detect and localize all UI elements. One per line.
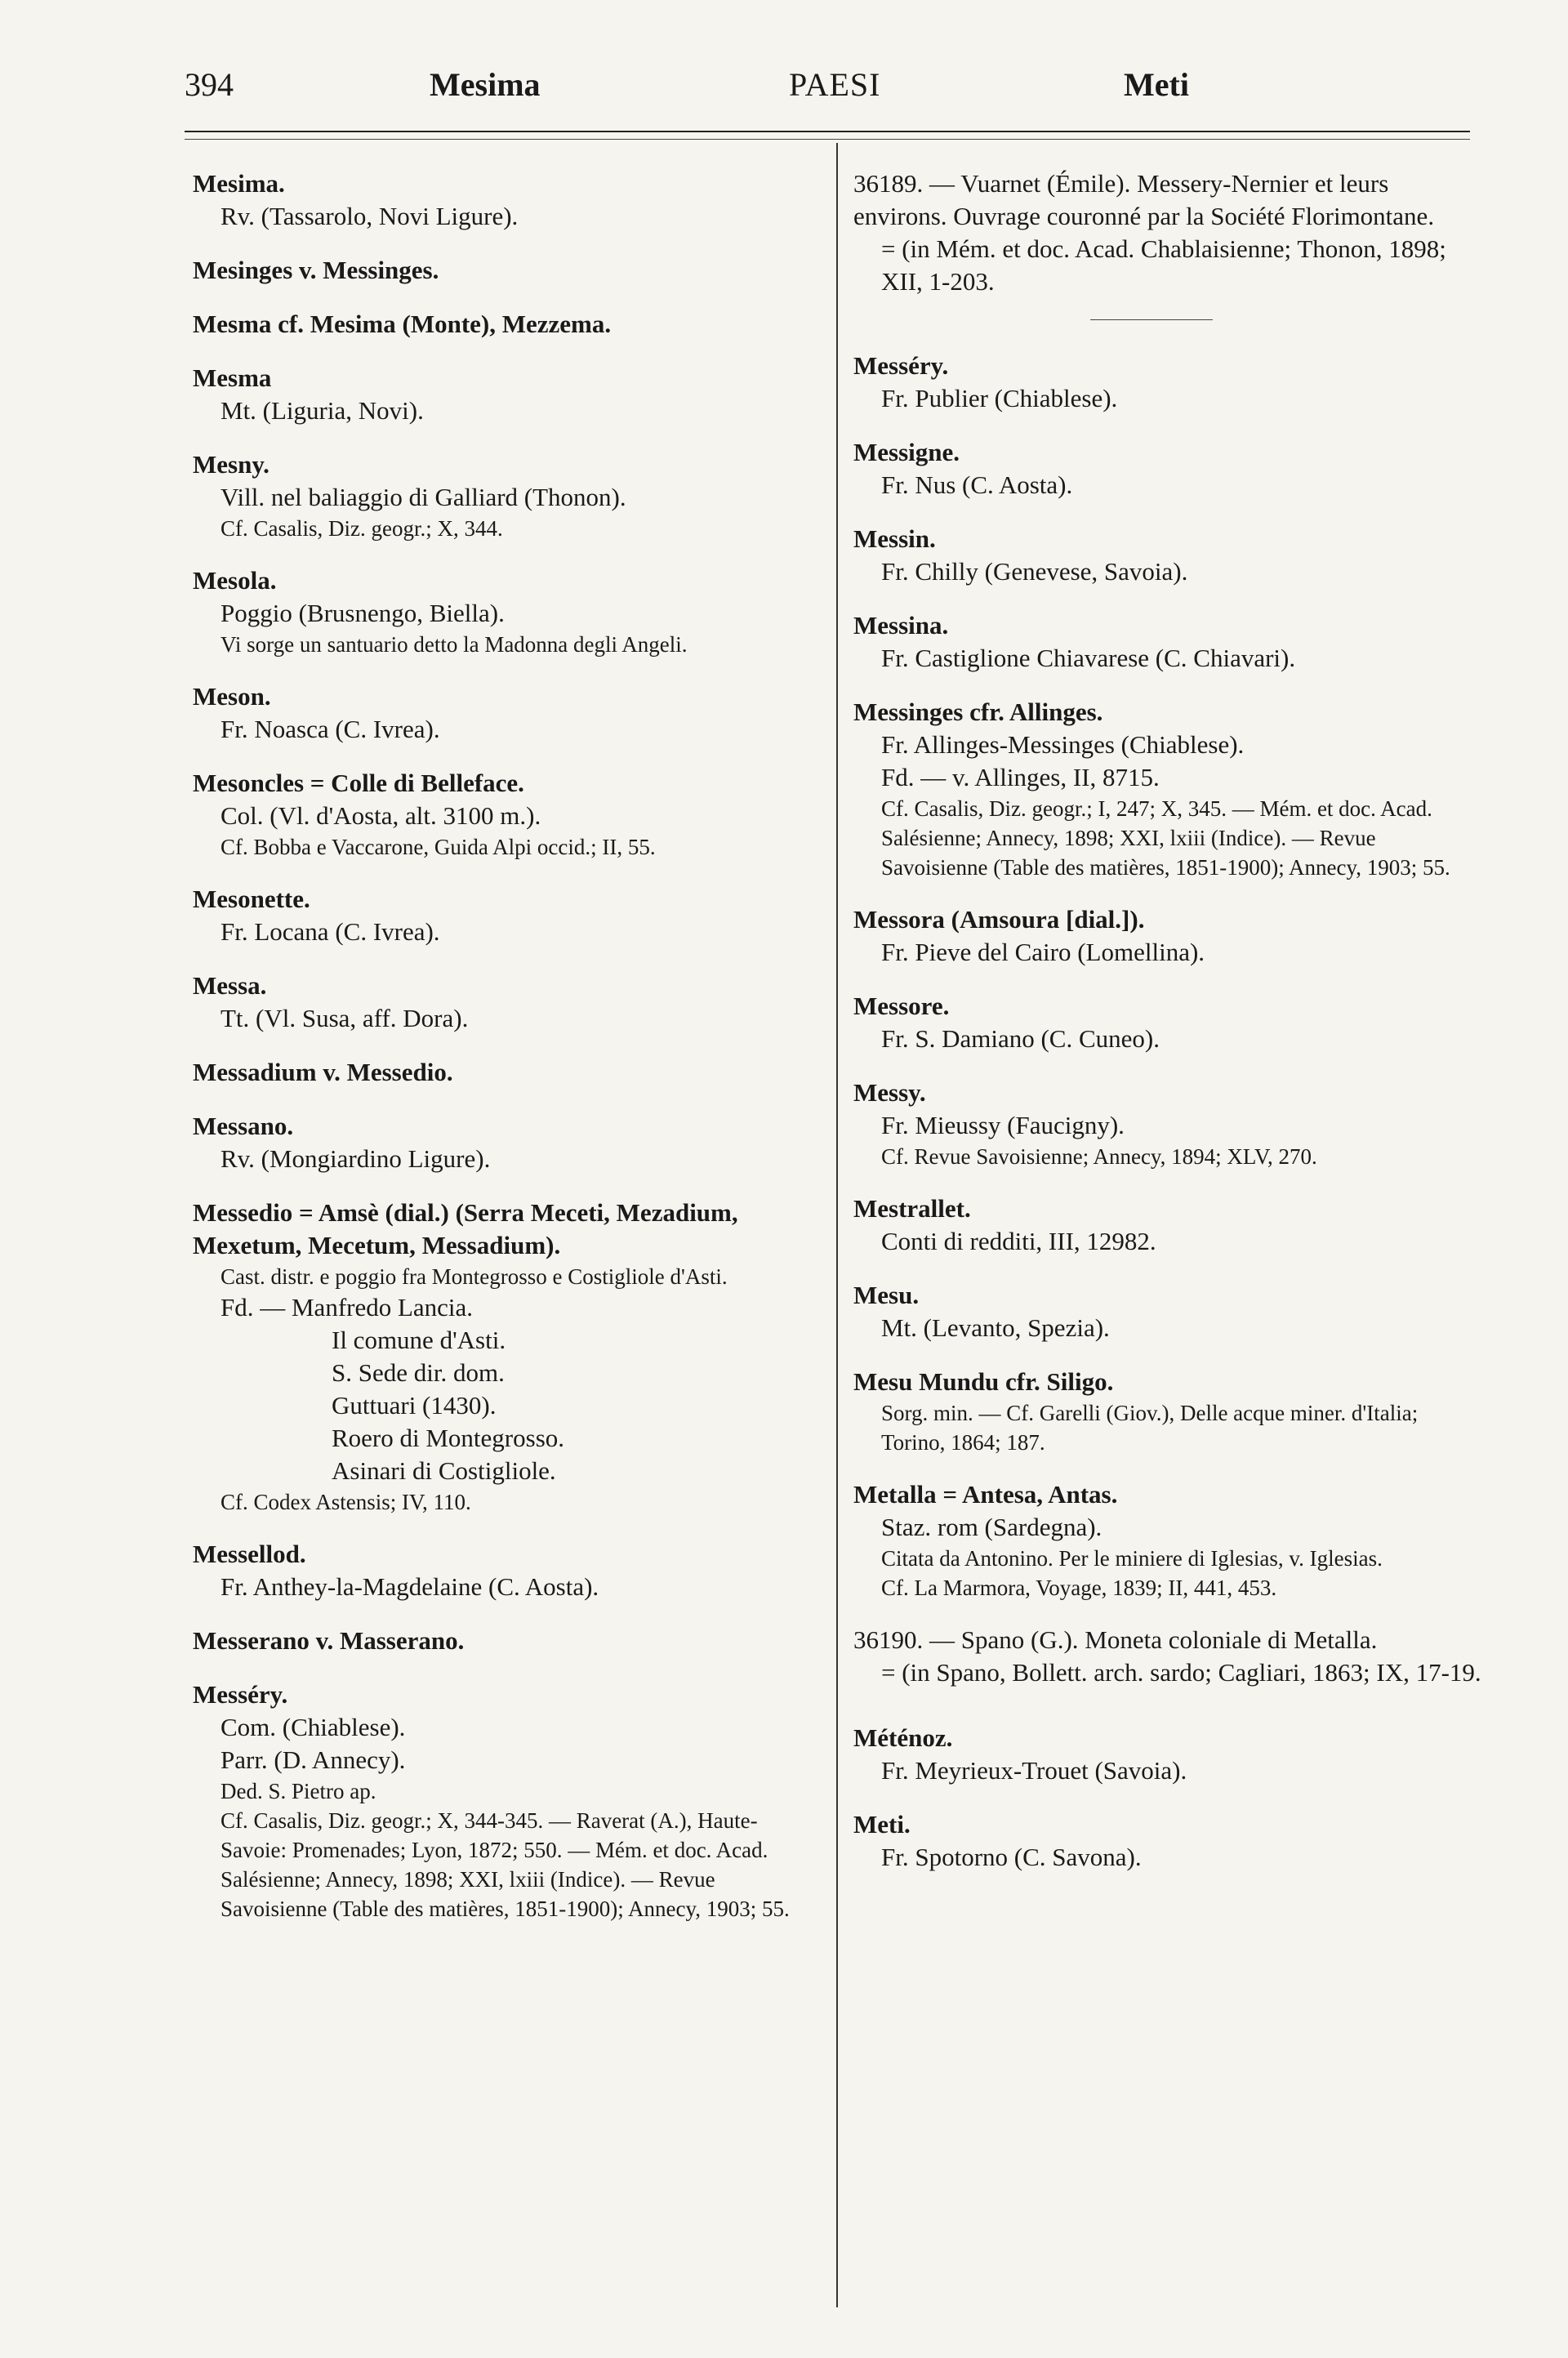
- entry: [193, 1678, 822, 1923]
- entry: [193, 308, 822, 341]
- entry-line: Rv. (Mongiardino Ligure).: [220, 1144, 491, 1173]
- page-number: 394: [185, 66, 234, 103]
- entry-line: Fr. Nus (C. Aosta).: [881, 470, 1073, 499]
- entry-heading: Messedio = Amsè (dial.) (Serra Meceti, Mezadium, Mexetum, Mecetum, Messadium).: [193, 1198, 738, 1259]
- entry-line: Fr. Publier (Chiablese).: [881, 384, 1118, 412]
- bibliography-entry: [853, 1624, 1482, 1689]
- entry-line: Poggio (Brusnengo, Biella).: [220, 599, 505, 627]
- bibliography-entry: [853, 167, 1482, 298]
- entry-heading: Mesma cf. Mesima (Monte), Mezzema.: [193, 310, 612, 338]
- left-column: [193, 167, 822, 1945]
- entry: [193, 1197, 822, 1517]
- separator-rule: [1090, 319, 1213, 320]
- entry: [193, 254, 822, 287]
- feudal-holder: Asinari di Costigliole.: [332, 1456, 556, 1485]
- entry-line: Fd. — v. Allinges, II, 8715.: [881, 763, 1160, 791]
- entry-line: Fr. Castiglione Chiavarese (C. Chiavari).: [881, 644, 1296, 672]
- entry-line: Staz. rom (Sardegna).: [881, 1513, 1102, 1541]
- header-section-title: PAESI: [789, 66, 881, 103]
- entry-line: = (in Mém. et doc. Acad. Chablaisienne; Thonon, 1898; XII, 1-203.: [881, 234, 1446, 296]
- feudal-holder: S. Sede dir. dom.: [332, 1358, 505, 1387]
- entry-note: Ded. S. Pietro ap.: [220, 1779, 376, 1803]
- entry-heading: Messora (Amsoura [dial.]).: [853, 905, 1145, 934]
- entry: [193, 1110, 822, 1175]
- entry-heading: Messellod.: [193, 1540, 306, 1568]
- entry: [193, 767, 822, 862]
- entry-heading: Mesu Mundu cfr. Siligo.: [853, 1367, 1114, 1396]
- entry-note: Cf. Revue Savoisienne; Annecy, 1894; XLV, 270.: [881, 1144, 1317, 1169]
- entry-line: 36190. — Spano (G.). Moneta coloniale di Metalla.: [853, 1625, 1378, 1654]
- entry-heading: Mesny.: [193, 450, 270, 479]
- header-first-entry: Mesima: [430, 66, 541, 103]
- entry-line: Fr. Chilly (Genevese, Savoia).: [881, 557, 1188, 586]
- entry: [853, 1478, 1482, 1602]
- entry-heading: Messéry.: [193, 1680, 288, 1709]
- entry-heading: Meti.: [853, 1810, 911, 1839]
- entry: [853, 436, 1482, 501]
- entry: [853, 1279, 1482, 1344]
- entry: [853, 1076, 1482, 1171]
- entry-line: Fr. Pieve del Cairo (Lomellina).: [881, 938, 1205, 966]
- entry-line: 36189. — Vuarnet (Émile). Messery-Nernier et leurs environs. Ouvrage couronné par la Société Florimontane.: [853, 169, 1435, 230]
- feudal-holder: Roero di Montegrosso.: [332, 1424, 565, 1452]
- entry-note: Cf. Bobba e Vaccarone, Guida Alpi occid.; II, 55.: [220, 835, 656, 859]
- entry-heading: Mesoncles = Colle di Belleface.: [193, 769, 524, 797]
- entry-heading: Messore.: [853, 992, 950, 1020]
- entry-line: Com. (Chiablese).: [220, 1713, 406, 1741]
- entry: [853, 350, 1482, 415]
- entry-heading: Messy.: [853, 1078, 926, 1107]
- entry: [853, 523, 1482, 588]
- entry-note: Cf. Casalis, Diz. geogr.; X, 344-345. — Raverat (A.), Haute-Savoie: Promenades; Lyon, 1872; 550. — Mém. et doc. Acad. Salésienne; Annecy, 1898; XXI, lxiii (Indice). — Revue Savoisienne (Table des matières, 1851-1900); Annecy, 1903; 55.: [220, 1808, 790, 1921]
- entry: [193, 1538, 822, 1603]
- entry: [193, 1056, 822, 1089]
- entry: [193, 883, 822, 948]
- entry-heading: Messadium v. Messedio.: [193, 1058, 453, 1086]
- entry-line: Fr. Locana (C. Ivrea).: [220, 917, 440, 946]
- feudal-holder: Il comune d'Asti.: [332, 1326, 506, 1354]
- entry: [193, 564, 822, 659]
- entry-heading: Mesonette.: [193, 885, 310, 913]
- entry-line: Conti di redditi, III, 12982.: [881, 1227, 1156, 1255]
- entry: [853, 609, 1482, 675]
- entry-line: Fr. Mieussy (Faucigny).: [881, 1111, 1125, 1139]
- entry-heading: Messin.: [853, 524, 936, 553]
- entry-heading: Mesu.: [853, 1281, 920, 1309]
- entry-heading: Messigne.: [853, 438, 960, 466]
- entry-heading: Messano.: [193, 1112, 294, 1140]
- entry-heading: Mestrallet.: [853, 1194, 971, 1223]
- header-rule: [185, 131, 1470, 132]
- entry: [193, 969, 822, 1035]
- entry-heading: Messéry.: [853, 351, 949, 380]
- entry-line: Fr. Meyrieux-Trouet (Savoia).: [881, 1756, 1187, 1785]
- entry-line: Vill. nel baliaggio di Galliard (Thonon).: [220, 483, 626, 511]
- entry: [193, 362, 822, 427]
- entry-line: Fr. Allinges-Messinges (Chiablese).: [881, 730, 1245, 759]
- entry: [193, 1625, 822, 1657]
- header-rule-thin: [185, 139, 1470, 140]
- entry-line: Fr. Noasca (C. Ivrea).: [220, 715, 440, 743]
- entry-line: Col. (Vl. d'Aosta, alt. 3100 m.).: [220, 801, 541, 830]
- entry-line: Mt. (Levanto, Spezia).: [881, 1313, 1110, 1342]
- entry-heading: Mesma: [193, 363, 272, 392]
- entry: [853, 903, 1482, 969]
- entry-note: Vi sorge un santuario detto la Madonna degli Angeli.: [220, 632, 688, 657]
- feudal-holder: Guttuari (1430).: [332, 1391, 497, 1420]
- entry-line: = (in Spano, Bollett. arch. sardo; Cagliari, 1863; IX, 17-19.: [881, 1658, 1481, 1687]
- entry: [193, 680, 822, 746]
- right-column: [853, 167, 1482, 1895]
- entry-heading: Mesinges v. Messinges.: [193, 256, 439, 284]
- entry-line: Tt. (Vl. Susa, aff. Dora).: [220, 1004, 469, 1032]
- entry-note: Cf. Casalis, Diz. geogr.; I, 247; X, 345. — Mém. et doc. Acad. Salésienne; Annecy, 1898; XXI, lxiii (Indice). — Revue Savoisienne (Table des matières, 1851-1900); Annecy, 1903; 55.: [881, 796, 1450, 880]
- entry-line: Fr. Anthey-la-Magdelaine (C. Aosta).: [220, 1572, 599, 1601]
- entry: [853, 1192, 1482, 1258]
- entry-heading: Messerano v. Masserano.: [193, 1626, 465, 1655]
- entry: [853, 1366, 1482, 1457]
- entry: [853, 1808, 1482, 1874]
- entry-heading: Mesola.: [193, 566, 277, 595]
- entry: [193, 448, 822, 543]
- entry-note: Citata da Antonino. Per le miniere di Iglesias, v. Iglesias.: [881, 1546, 1383, 1571]
- entry-heading: Metalla = Antesa, Antas.: [853, 1480, 1118, 1509]
- entry-line: Mt. (Liguria, Novi).: [220, 396, 424, 425]
- entry-note: Cf. La Marmora, Voyage, 1839; II, 441, 453.: [881, 1576, 1277, 1600]
- entry-note: Cf. Codex Astensis; IV, 110.: [220, 1490, 471, 1514]
- entry-line: Parr. (D. Annecy).: [220, 1745, 406, 1774]
- entry-note: Sorg. min. — Cf. Garelli (Giov.), Delle acque miner. d'Italia; Torino, 1864; 187.: [881, 1401, 1419, 1455]
- feudal-label: Fd. — Manfredo Lancia.: [220, 1293, 474, 1322]
- column-divider: [836, 143, 838, 2307]
- header-last-entry: Meti: [1124, 66, 1189, 103]
- entry-note: Cast. distr. e poggio fra Montegrosso e Costigliole d'Asti.: [220, 1264, 728, 1289]
- entry-note: Cf. Casalis, Diz. geogr.; X, 344.: [220, 516, 503, 541]
- entry-heading: Messa.: [193, 971, 267, 1000]
- entry-heading: Méténoz.: [853, 1723, 953, 1752]
- entry: [853, 696, 1482, 882]
- entry: [853, 990, 1482, 1055]
- entry-line: Fr. Spotorno (C. Savona).: [881, 1843, 1142, 1871]
- entry-heading: Messinges cfr. Allinges.: [853, 698, 1103, 726]
- entry-heading: Messina.: [853, 611, 949, 640]
- entry: [853, 1722, 1482, 1787]
- entry-heading: Meson.: [193, 682, 271, 711]
- entry-line: Fr. S. Damiano (C. Cuneo).: [881, 1024, 1160, 1053]
- page-header: [185, 65, 1470, 114]
- entry-line: Rv. (Tassarolo, Novi Ligure).: [220, 202, 519, 230]
- entry: [193, 167, 822, 233]
- entry-heading: Mesima.: [193, 169, 285, 198]
